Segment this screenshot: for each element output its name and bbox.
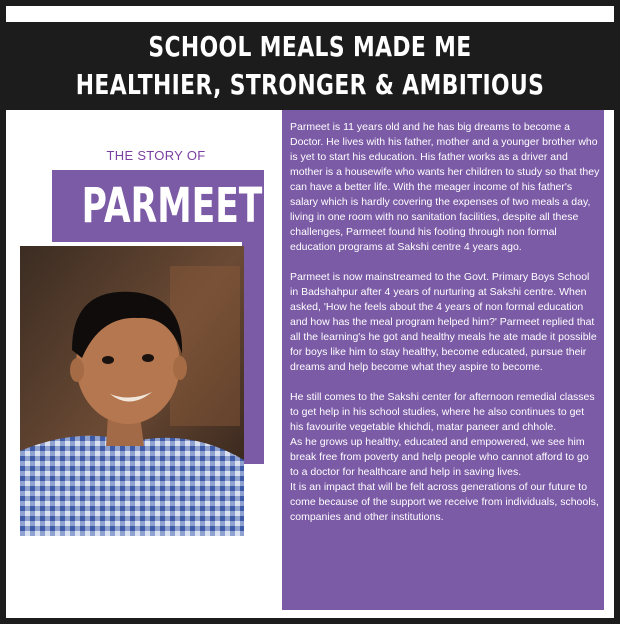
story-text bbox=[290, 120, 600, 525]
headline-line-2: HEALTHIER, STRONGER & AMBITIOUS bbox=[75, 68, 545, 101]
child-name: PARMEET bbox=[81, 178, 263, 234]
child-photo bbox=[20, 246, 244, 536]
story-card bbox=[6, 110, 614, 618]
paragraph-1: Parmeet is 11 years old and he has big dreams to become a Doctor. He lives with his father, mother and a younger brother who is yet to start his education. His father works as a driver and mother is a housewife who wants her children to study so that they can have a better life. With the meager income of his father's salary which is hardly covering the expenses of two meals a day, living in one room with no sanitation facilities, despite all these challenges, Parmeet found his footing through non formal education programs at Sakshi centre 4 years ago. bbox=[290, 121, 600, 253]
paragraph-4: As he grows up healthy, educated and empowered, we see him break free from poverty and help people who cannot afford to go to a doctor for healthcare and help in saving lives. bbox=[290, 436, 589, 478]
name-banner bbox=[52, 170, 264, 242]
story-text-panel bbox=[282, 110, 604, 610]
paragraph-5: It is an impact that will be felt across generations of our future to come because of the support we receive from individuals, schools, companies and other institutions. bbox=[290, 481, 599, 523]
headline-line-1: SCHOOL MEALS MADE ME bbox=[148, 30, 472, 63]
paragraph-3: He still comes to the Sakshi center for afternoon remedial classes to get help in his school studies, where he also continues to get his favourite vegetable khichdi, matar paneer and chhole. bbox=[290, 391, 595, 433]
paragraph-2: Parmeet is now mainstreamed to the Govt. Primary Boys School in Badshahpur after 4 years of nurturing at Sakshi centre. When asked, 'How he feels about the 4 years of non formal education and how has the meal program helped him?' Parmeet replied that all the learning's he got and healthy meals he ate made it possible for boys like him to stay healthy, become educated, pursue their dreams and help become what they aspire to become. bbox=[290, 271, 597, 373]
headline bbox=[68, 28, 552, 110]
story-kicker: THE STORY OF bbox=[106, 148, 206, 163]
photo-accent-bar bbox=[242, 242, 264, 464]
top-white-strip bbox=[6, 6, 614, 22]
